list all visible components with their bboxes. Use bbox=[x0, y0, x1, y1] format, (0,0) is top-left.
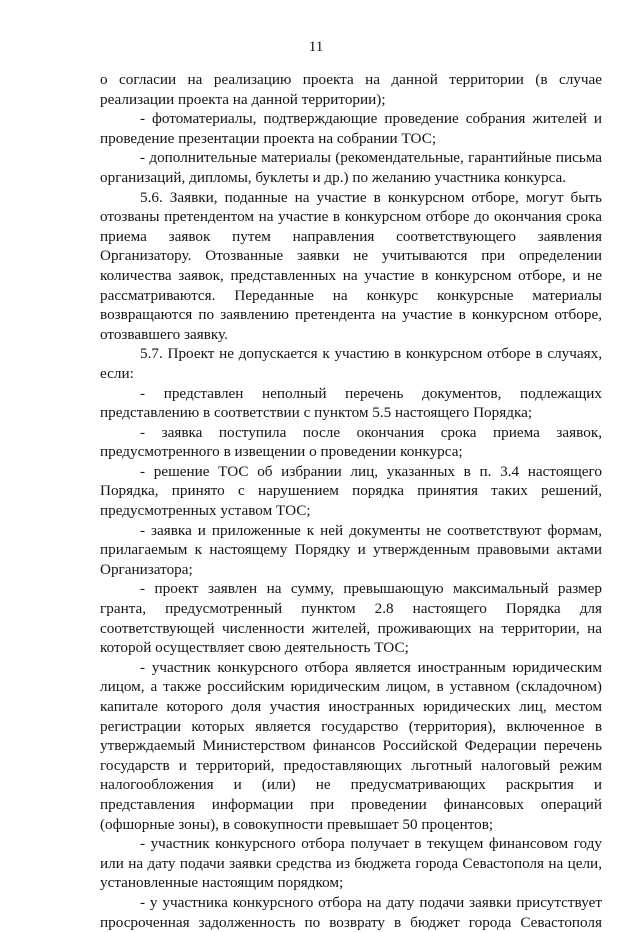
list-item-budget-funds-received: - участник конкурсного отбора получает в текущем финансовом году или на дату подачи заявки средства из бюджета города Севастополя на цели, установленные настоящим порядком; bbox=[100, 835, 602, 892]
clause-5-6: 5.6. Заявки, поданные на участие в конкурсном отборе, могут быть отозваны претендентом на участие в конкурсном отборе до окончания срока приема заявок путем направления соответствующего заявления Организатору. Отозванные заявки не учитываются при определении количества заявок, представленных на участие в конкурсном отборе, и не рассматриваются. Переданные на конкурс конкурсные материалы возвращаются по заявлению претендента на участие в конкурсном отборе, отозвавшего заявку. bbox=[100, 188, 602, 343]
page-number: 11 bbox=[308, 38, 324, 55]
list-item-foreign-entity: - участник конкурсного отбора является иностранным юридическим лицом, а также российским юридическим лицом, в уставном (складочном) капитале которого доля участия иностранных юридических лиц, местом регистрации которых является государство (территория), включенное в утверждаемый Министерством финансов Российской Федерации перечень государств и территорий, предоставляющих льготный налоговый режим налогообложения и (или) не предусматривающих раскрытия и представления информации при проведении финансовых операций (офшорные зоны), в совокупности превышает 50 процентов; bbox=[100, 658, 602, 833]
list-item-forms-mismatch: - заявка и приложенные к ней документы не соответствуют формам, прилагаемым к настоящему Порядку и утвержденным правовыми актами Организатора; bbox=[100, 521, 602, 578]
list-item-grant-exceeded: - проект заявлен на сумму, превышающую максимальный размер гранта, предусмотренный пунктом 2.8 настоящего Порядка для соответствующей численности жителей, проживающих на территории, на которой осуществляет свою деятельность ТОС; bbox=[100, 580, 602, 657]
document-body bbox=[100, 70, 602, 932]
clause-5-7: 5.7. Проект не допускается к участию в конкурсном отборе в случаях, если: bbox=[100, 345, 602, 382]
list-item-overdue-debt: - у участника конкурсного отбора на дату подачи заявки присутствует просроченная задолженность по возврату в бюджет города Севастополя bbox=[100, 893, 602, 931]
list-item-tos-decision-violation: - решение ТОС об избрании лиц, указанных в п. 3.4 настоящего Порядка, принято с нарушением порядка принятия таких решений, предусмотренных уставом ТОС; bbox=[100, 462, 602, 520]
list-item-late-application: - заявка поступила после окончания срока приема заявок, предусмотренного в извещении о проведении конкурса; bbox=[100, 423, 602, 461]
list-item-incomplete-documents: - представлен неполный перечень документов, подлежащих представлению в соответствии с пунктом 5.5 настоящего Порядка; bbox=[100, 384, 602, 422]
list-item-additional-materials: - дополнительные материалы (рекомендательные, гарантийные письма организаций, дипломы, буклеты и др.) по желанию участника конкурса. bbox=[100, 149, 602, 186]
list-item-photo-materials: - фотоматериалы, подтверждающие проведение собрания жителей и проведение презентации проекта на собрании ТОС; bbox=[100, 110, 602, 147]
paragraph-consent-continuation: о согласии на реализацию проекта на данной территории (в случае реализации проекта на данной территории); bbox=[100, 71, 602, 108]
